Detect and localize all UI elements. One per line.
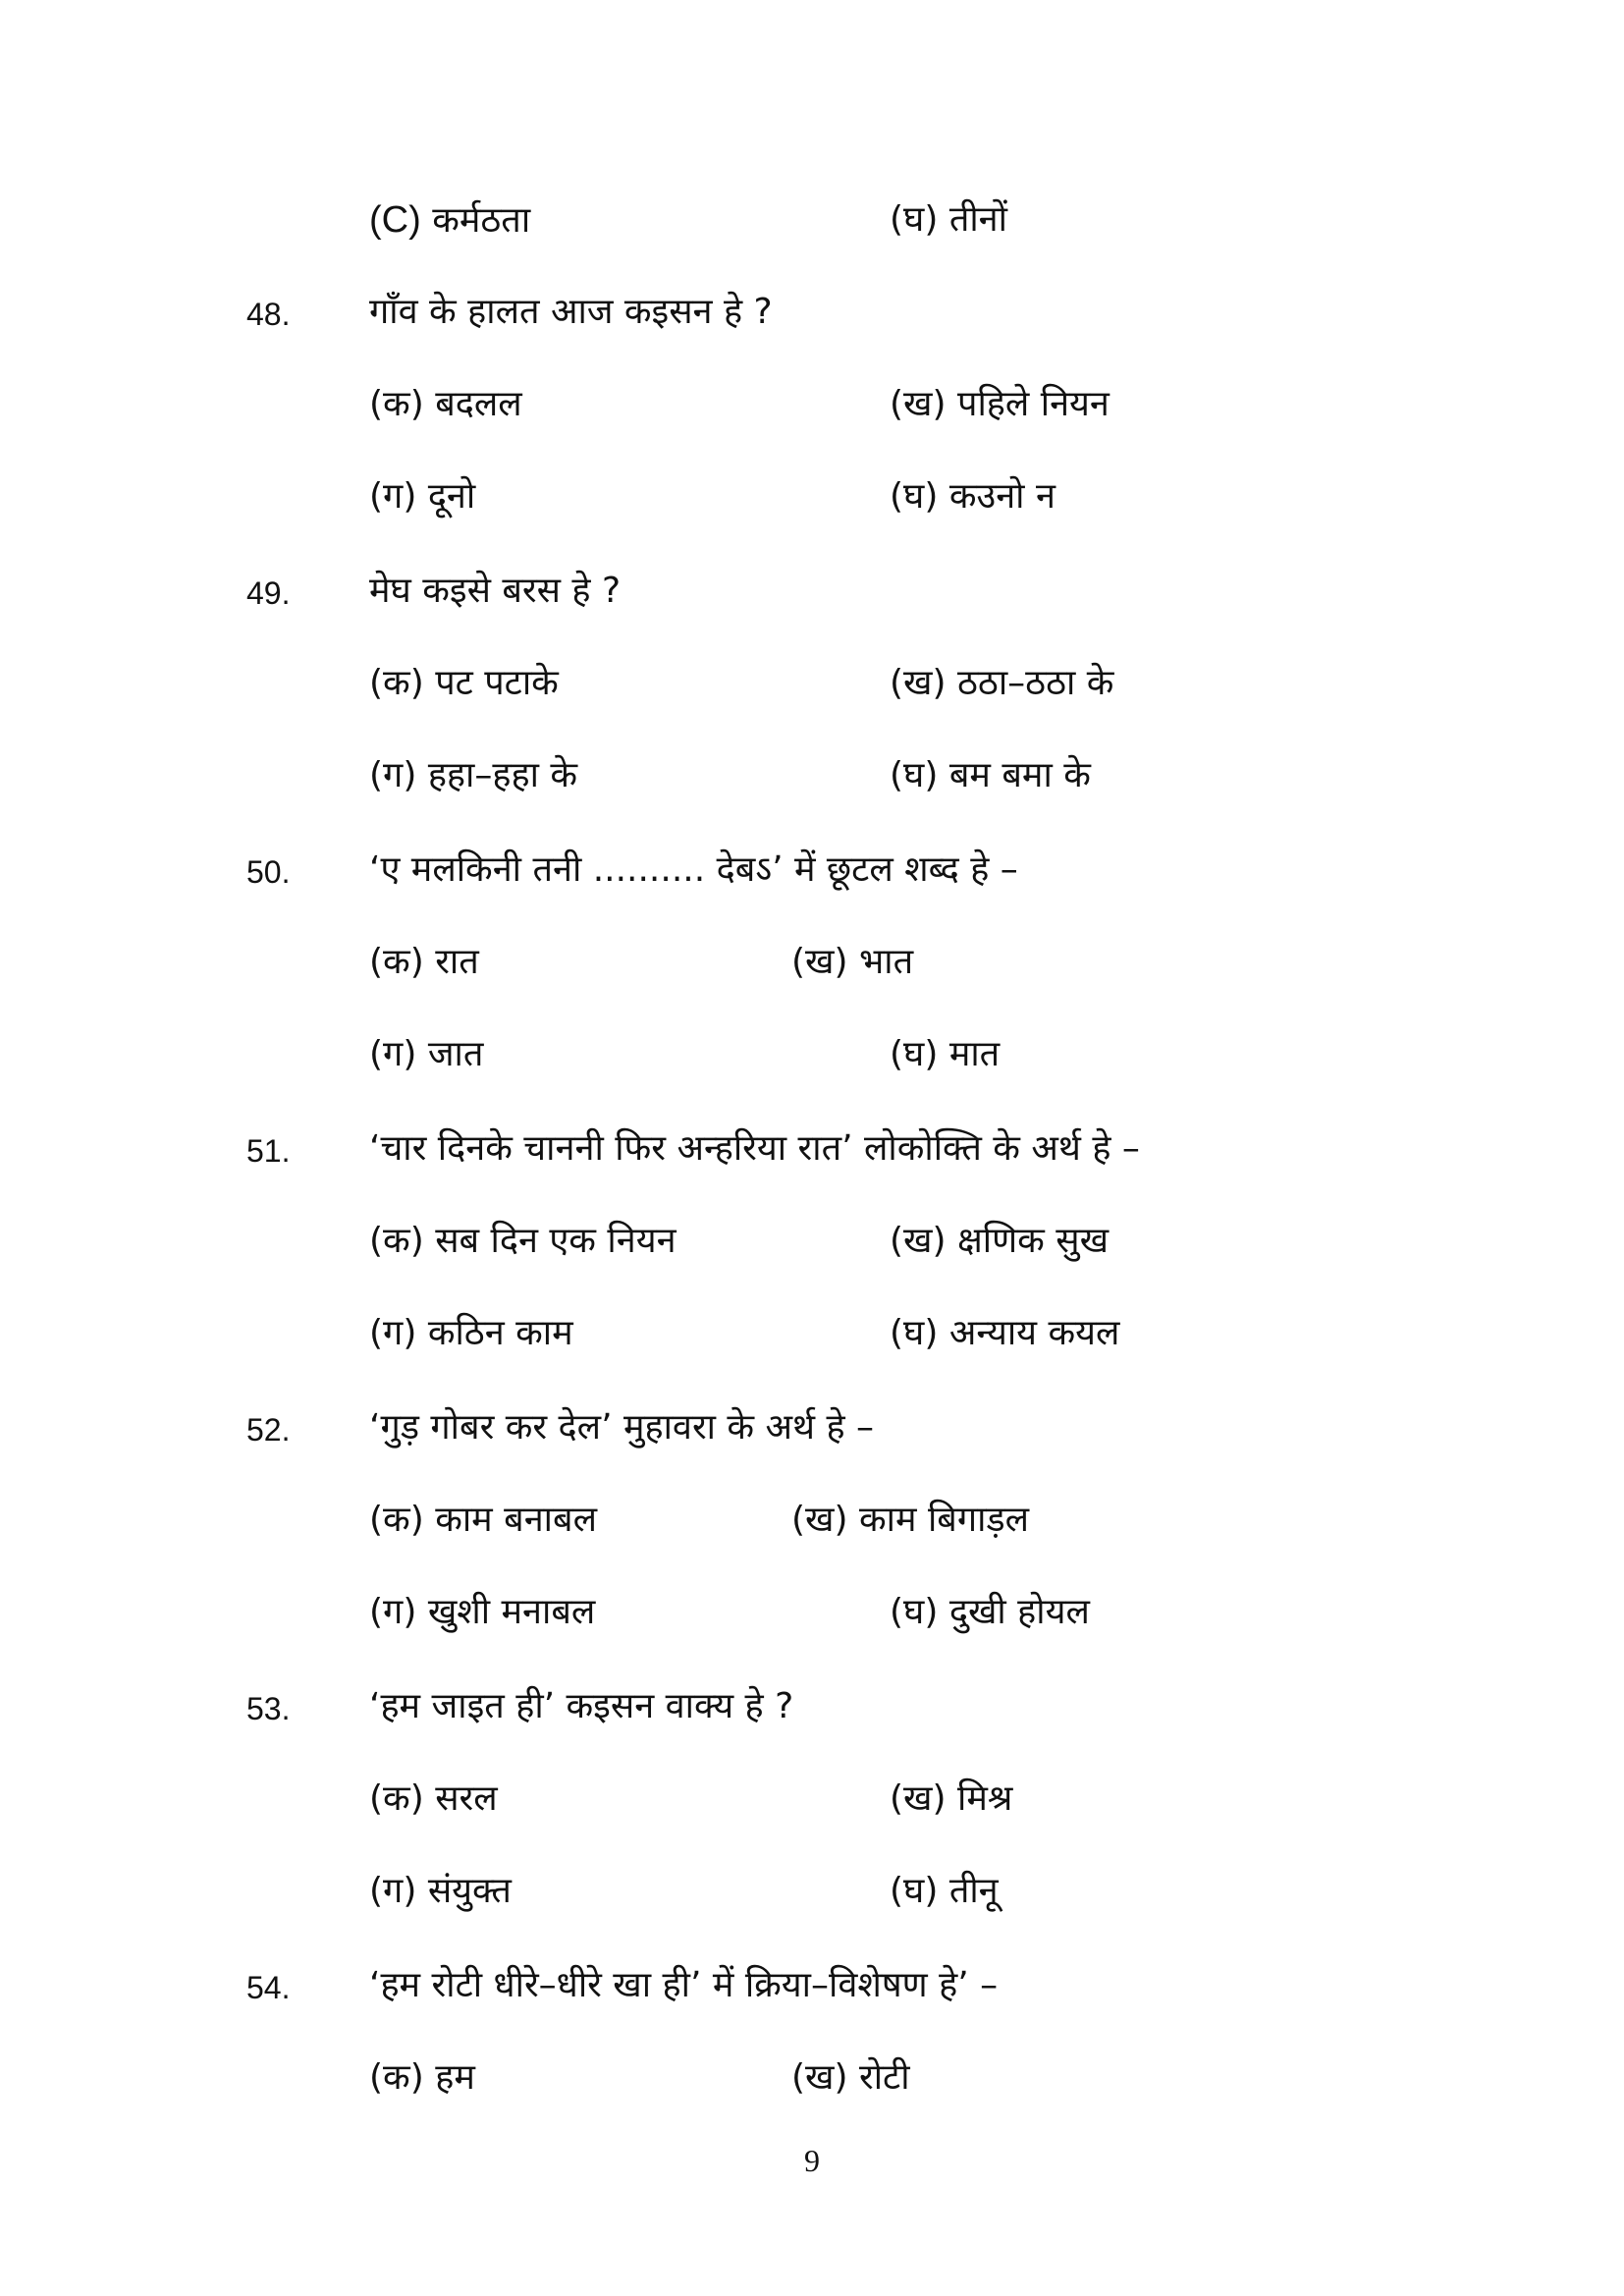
question-text-54: ‘हम रोटी धीरे–धीरे खा ही’ में क्रिया–विशेषण हे’ – — [369, 1965, 999, 2005]
option-text: भात — [859, 942, 914, 982]
option-label: (घ) — [890, 755, 939, 795]
option-label: (क) — [369, 1500, 424, 1540]
option-52-ga — [369, 1589, 595, 1636]
option-carryover-c — [369, 196, 530, 245]
option-51-ga — [369, 1310, 573, 1357]
question-number-52: 52. — [246, 1412, 291, 1448]
option-text: दुखी होयल — [948, 1592, 1090, 1632]
option-51-gha — [890, 1310, 1119, 1357]
option-50-ga — [369, 1031, 483, 1078]
option-label: (ख) — [890, 663, 947, 703]
option-label: (ख) — [890, 384, 947, 424]
option-51-kha — [890, 1218, 1109, 1265]
option-52-kha — [791, 1497, 1029, 1544]
option-label: (क) — [369, 663, 424, 703]
option-51-ka — [369, 1218, 677, 1265]
option-text: कर्मठता — [432, 200, 531, 241]
question-text-53: ‘हम जाइत ही’ कइसन वाक्य हे ? — [369, 1686, 794, 1726]
option-text: अन्याय कयल — [948, 1313, 1120, 1353]
question-number-50: 50. — [246, 854, 291, 890]
option-label: (घ) — [890, 1034, 939, 1074]
option-label: (ग) — [369, 1592, 417, 1632]
option-text: हम — [435, 2057, 475, 2098]
option-text: ठठा–ठठा के — [957, 663, 1114, 703]
option-text: बदलल — [435, 384, 522, 424]
option-48-ka — [369, 381, 522, 428]
option-text: कठिन काम — [427, 1313, 573, 1353]
option-text: क्षणिक सुख — [957, 1221, 1110, 1261]
option-text: तीनों — [948, 199, 1007, 240]
question-number-51: 51. — [246, 1133, 291, 1169]
question-text-48: गाँव के हालत आज कइसन हे ? — [369, 292, 773, 332]
option-54-kha — [791, 2054, 910, 2102]
option-label: (C) — [369, 199, 421, 241]
option-54-ka — [369, 2054, 475, 2102]
option-text: कउनो न — [948, 476, 1056, 517]
option-text: संयुक्त — [427, 1871, 512, 1911]
option-53-ga — [369, 1868, 512, 1915]
option-text: हहा–हहा के — [427, 755, 578, 795]
option-label: (ख) — [791, 1500, 848, 1540]
option-50-kha — [791, 939, 913, 986]
question-number-53: 53. — [246, 1691, 291, 1726]
question-number-48: 48. — [246, 297, 291, 332]
option-53-ka — [369, 1776, 498, 1823]
option-52-gha — [890, 1589, 1090, 1636]
option-49-kha — [890, 660, 1113, 707]
option-label: (घ) — [890, 1871, 939, 1911]
question-number-49: 49. — [246, 575, 291, 611]
option-label: (घ) — [890, 1313, 939, 1353]
option-label: (ग) — [369, 1313, 417, 1353]
option-text: मात — [948, 1034, 1001, 1074]
option-48-kha — [890, 381, 1110, 428]
option-label: (क) — [369, 942, 424, 982]
option-carryover-gha — [890, 196, 1007, 244]
question-text-50: ‘ए मलकिनी तनी .......... देबऽ’ में छूटल शब्द हे – — [369, 849, 1018, 890]
question-number-54: 54. — [246, 1970, 291, 2005]
option-48-ga — [369, 473, 475, 520]
option-label: (क) — [369, 384, 424, 424]
option-text: दूनो — [427, 476, 476, 517]
option-label: (ख) — [890, 1778, 947, 1819]
option-53-gha — [890, 1868, 999, 1915]
page-number: 9 — [804, 2143, 820, 2178]
option-52-ka — [369, 1497, 597, 1544]
option-50-gha — [890, 1031, 1000, 1078]
option-49-gha — [890, 752, 1091, 799]
option-53-kha — [890, 1776, 1012, 1823]
option-label: (ग) — [369, 1871, 417, 1911]
option-label: (ख) — [791, 2057, 848, 2098]
option-text: सरल — [435, 1778, 498, 1819]
option-label: (घ) — [890, 476, 939, 517]
option-text: पट पटाके — [435, 663, 559, 703]
option-text: जात — [427, 1034, 484, 1074]
option-label: (घ) — [890, 199, 939, 240]
option-text: तीनू — [948, 1871, 999, 1911]
option-text: काम बनाबल — [435, 1500, 597, 1540]
option-label: (ग) — [369, 755, 417, 795]
option-label: (घ) — [890, 1592, 939, 1632]
option-text: मिश्र — [957, 1778, 1013, 1819]
option-label: (ख) — [890, 1221, 947, 1261]
option-text: पहिले नियन — [957, 384, 1110, 424]
option-text: खुशी मनाबल — [427, 1592, 596, 1632]
option-label: (क) — [369, 1221, 424, 1261]
option-label: (ग) — [369, 1034, 417, 1074]
option-48-gha — [890, 473, 1056, 520]
option-label: (ग) — [369, 476, 417, 517]
option-label: (क) — [369, 1778, 424, 1819]
question-text-51: ‘चार दिनके चाननी फिर अन्हरिया रात’ लोकोक्ति के अर्थ हे – — [369, 1128, 1140, 1169]
option-label: (ख) — [791, 942, 848, 982]
option-text: सब दिन एक नियन — [435, 1221, 677, 1261]
question-text-52: ‘गुड़ गोबर कर देल’ मुहावरा के अर्थ हे – — [369, 1407, 875, 1448]
option-text: रोटी — [859, 2057, 910, 2098]
option-49-ka — [369, 660, 559, 707]
option-49-ga — [369, 752, 577, 799]
option-50-ka — [369, 939, 479, 986]
option-label: (क) — [369, 2057, 424, 2098]
option-text: काम बिगाड़ल — [859, 1500, 1030, 1540]
option-text: बम बमा के — [948, 755, 1091, 795]
question-text-49: मेघ कइसे बरस हे ? — [369, 571, 622, 611]
option-text: रात — [435, 942, 479, 982]
